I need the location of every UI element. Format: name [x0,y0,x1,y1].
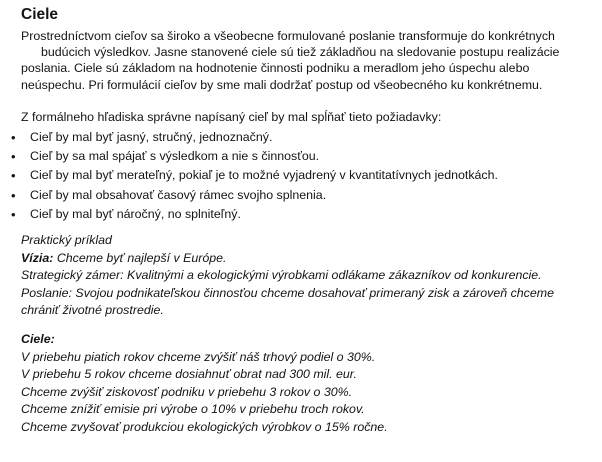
list-item [10,186,498,205]
intro-line: neúspechu. Pri formulácií cieľov by sme mali dodržať postup od všeobecného ku konkrétnemu. [21,77,543,92]
mission-line [21,285,591,303]
vision-label: Vízia: [21,250,54,265]
mission-text: Svojou podnikateľskou činnosťou chceme dosahovať primeraný zisk a zároveň chceme [71,285,554,300]
goal-item: V priebehu piatich rokov chceme zvýšiť náš trhový podiel o 30%. [21,349,376,364]
goal-item: Chceme zvýšiť ziskovosť podniku v priebehu 3 rokov o 30%. [21,384,353,399]
list-item-text: Cieľ by mal byť náročný, no splniteľný. [30,206,241,221]
goal-item: V priebehu 5 rokov chceme dosiahnuť obrat nad 300 mil. eur. [21,367,357,382]
bullet-icon: • [11,130,16,145]
list-item [10,147,498,166]
intro-paragraph [21,28,577,93]
example-title: Praktický príklad [21,233,112,247]
bullet-icon: • [11,168,16,184]
section-heading: Ciele [21,6,59,23]
list-item-text: Cieľ by sa mal spájať s výsledkom a nie s činnosťou. [30,149,320,164]
vision-text: Chceme byť najlepší v Európe. [53,250,227,265]
bullet-icon: • [11,187,16,203]
strategy-line [21,267,591,285]
strategy-label: Strategický zámer: [21,268,124,283]
list-item-text: Cieľ by mal obsahovať časový rámec svojho splnenia. [30,187,327,202]
mission-label: Poslanie: [21,285,72,300]
list-item-text: Cieľ by mal byť merateľný, pokiaľ je to možné vyjadrený v kvantitatívnych jednotkách. [30,168,498,183]
goal-item: Chceme zvyšovať produkciou ekologických výrobkov o 15% ročne. [21,419,388,434]
strategy-text: Kvalitnými a ekologickými výrobkami odlákame zákazníkov od konkurencie. [123,268,542,283]
practical-example [21,232,591,320]
requirements-list [10,128,498,224]
goal-item: Chceme znížiť emisie pri výrobe o 10% v priebehu troch rokov. [21,402,365,417]
vision-line [21,250,591,268]
list-item [10,166,498,185]
intro-line: Prostredníctvom cieľov sa široko a všeobecne formulované poslanie transformuje do konkrétnych [21,29,555,43]
goals-section [21,331,388,437]
bullet-icon: • [11,149,16,165]
mission-line-continued: chrániť životné prostredie. [21,303,164,318]
intro-line: budúcich výsledkov. Jasne stanovené ciele sú tiež základňou na sledovanie postupu realizácie [41,45,560,60]
requirements-title: Z formálneho hľadiska správne napísaný cieľ by mal spĺňať tieto požiadavky: [21,110,442,124]
goals-title: Ciele: [21,332,55,346]
intro-line: poslania. Ciele sú základom na hodnotenie činnosti podniku a meradlom jeho úspechu alebo [21,61,530,76]
list-item [10,205,498,224]
list-item-text: Cieľ by mal byť jasný, stručný, jednoznačný. [30,130,273,144]
bullet-icon: • [11,206,16,222]
list-item [10,128,498,147]
